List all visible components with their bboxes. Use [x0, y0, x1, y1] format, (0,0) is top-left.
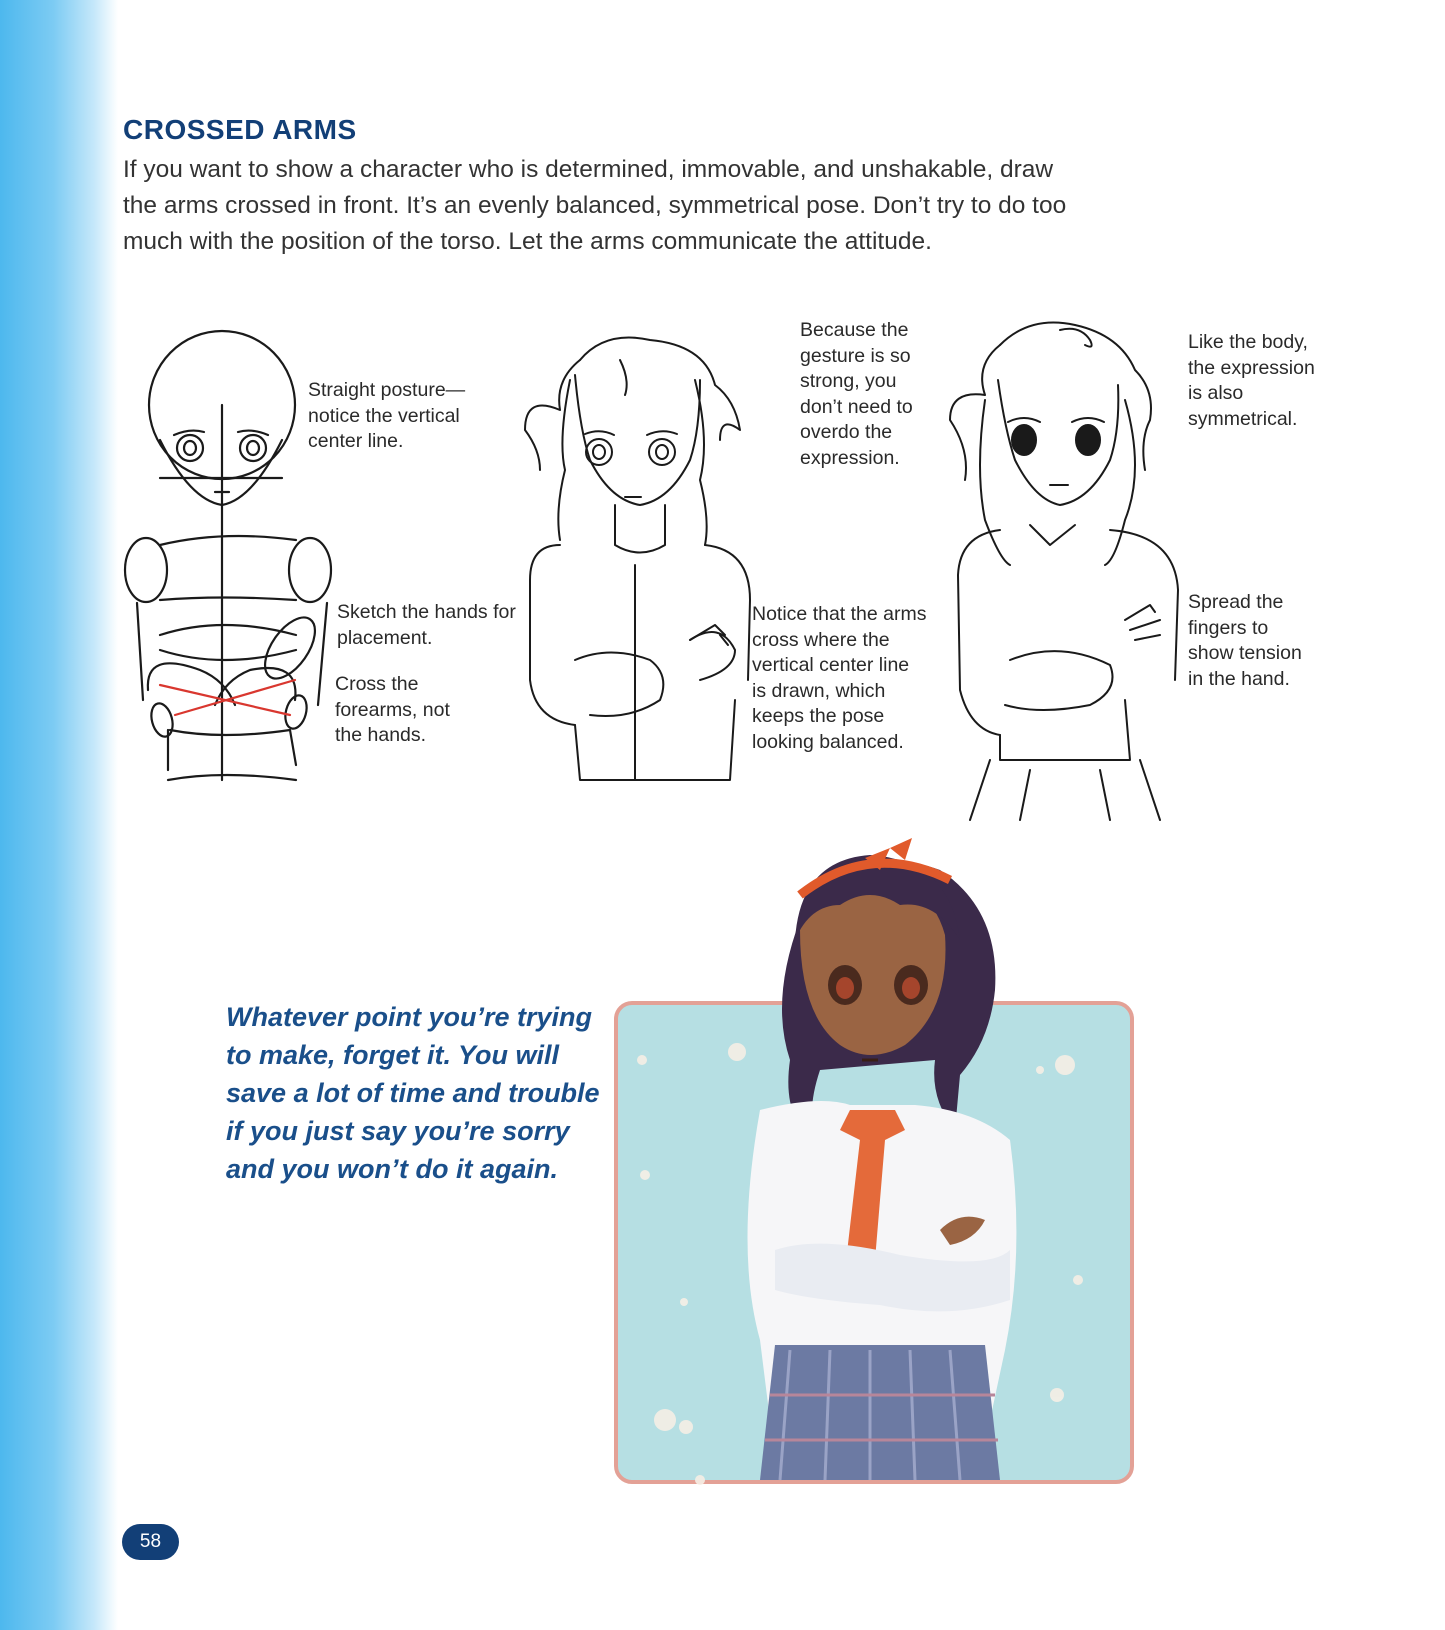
step3-finished-drawing — [950, 323, 1178, 821]
caption-gesture-strong: Because the gesture is so strong, you don’t need to overdo the expression. — [800, 319, 913, 469]
caption-expression-symmetrical: Like the body, the expression is also symmetrical. — [1188, 331, 1315, 430]
color-illustration-panel — [616, 838, 1132, 1485]
intro-paragraph: If you want to show a character who is determined, immovable, and unshakable, draw the arms crossed in front. It’s an evenly balanced, symmetrical pose. Don’t try to do too much with the position of the torso. Let the arms communicate the attitude. — [123, 156, 1067, 255]
caption-sketch-hands: Sketch the hands for placement. — [337, 601, 516, 649]
section-title: CROSSED ARMS — [123, 114, 357, 145]
step1-construction-sketch — [125, 331, 331, 780]
caption-straight-posture: Straight posture—notice the vertical center line. — [308, 379, 466, 452]
step2-refined-drawing — [525, 338, 750, 781]
caption-cross-forearms: Cross the forearms, not the hands. — [335, 673, 450, 746]
caption-spread-fingers: Spread the fingers to show tension in the hand. — [1188, 591, 1302, 690]
caption-arms-cross-center: Notice that the arms cross where the vertical center line is drawn, which keeps the pose looking balanced. — [752, 603, 927, 753]
speech-quote: Whatever point you’re trying to make, forget it. You will save a lot of time and trouble if you just say you’re sorry and you won’t do it again. — [226, 1002, 600, 1184]
page-number-badge: 58 — [122, 1524, 179, 1560]
